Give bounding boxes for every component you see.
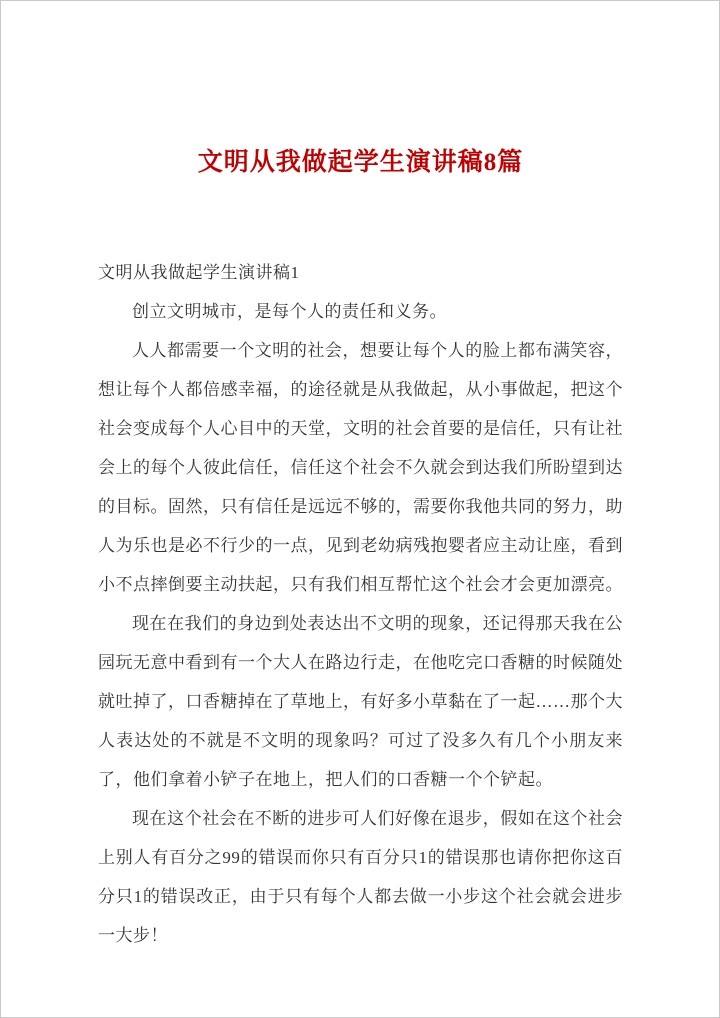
document-title: 文明从我做起学生演讲稿8篇 (197, 149, 524, 176)
document-body (98, 253, 623, 955)
paragraph: 现在这个社会在不断的进步可人们好像在退步，假如在这个社会上别人有百分之99的错误而你只有百分只1的错误那也请你把你这百分只1的错误改正，由于只有每个人都去做一小步这个社会就会进步一大步！ (98, 809, 623, 945)
paragraph: 人人都需要一个文明的社会，想要让每个人的脸上都布满笑容，想让每个人都倍感幸福，的途径就是从我做起，从小事做起，把这个社会变成每个人心目中的天堂，文明的社会首要的是信任，只有让社会上的每个人彼此信任，信任这个社会不久就会到达我们所盼望到达的目标。固然，只有信任是远远不够的，需要你我他共同的努力，助人为乐也是必不行少的一点，见到老幼病残抱婴者应主动让座，看到小不点摔倒要主动扶起，只有我们相互帮忙这个社会才会更加漂亮。 (98, 341, 623, 594)
paragraph: 创立文明城市，是每个人的责任和义务。 (132, 302, 447, 321)
paragraph: 现在在我们的身边到处表达出不文明的现象，还记得那天我在公园玩无意中看到有一个大人在路边行走，在他吃完口香糖的时候随处就吐掉了，口香糖掉在了草地上，有好多小草黏在了一起……那个大人表达处的不就是不文明的现象吗？可过了没多久有几个小朋友来了，他们拿着小铲子在地上，把人们的口香糖一个个铲起。 (98, 614, 623, 789)
paragraph-subtitle: 文明从我做起学生演讲稿1 (98, 263, 300, 282)
